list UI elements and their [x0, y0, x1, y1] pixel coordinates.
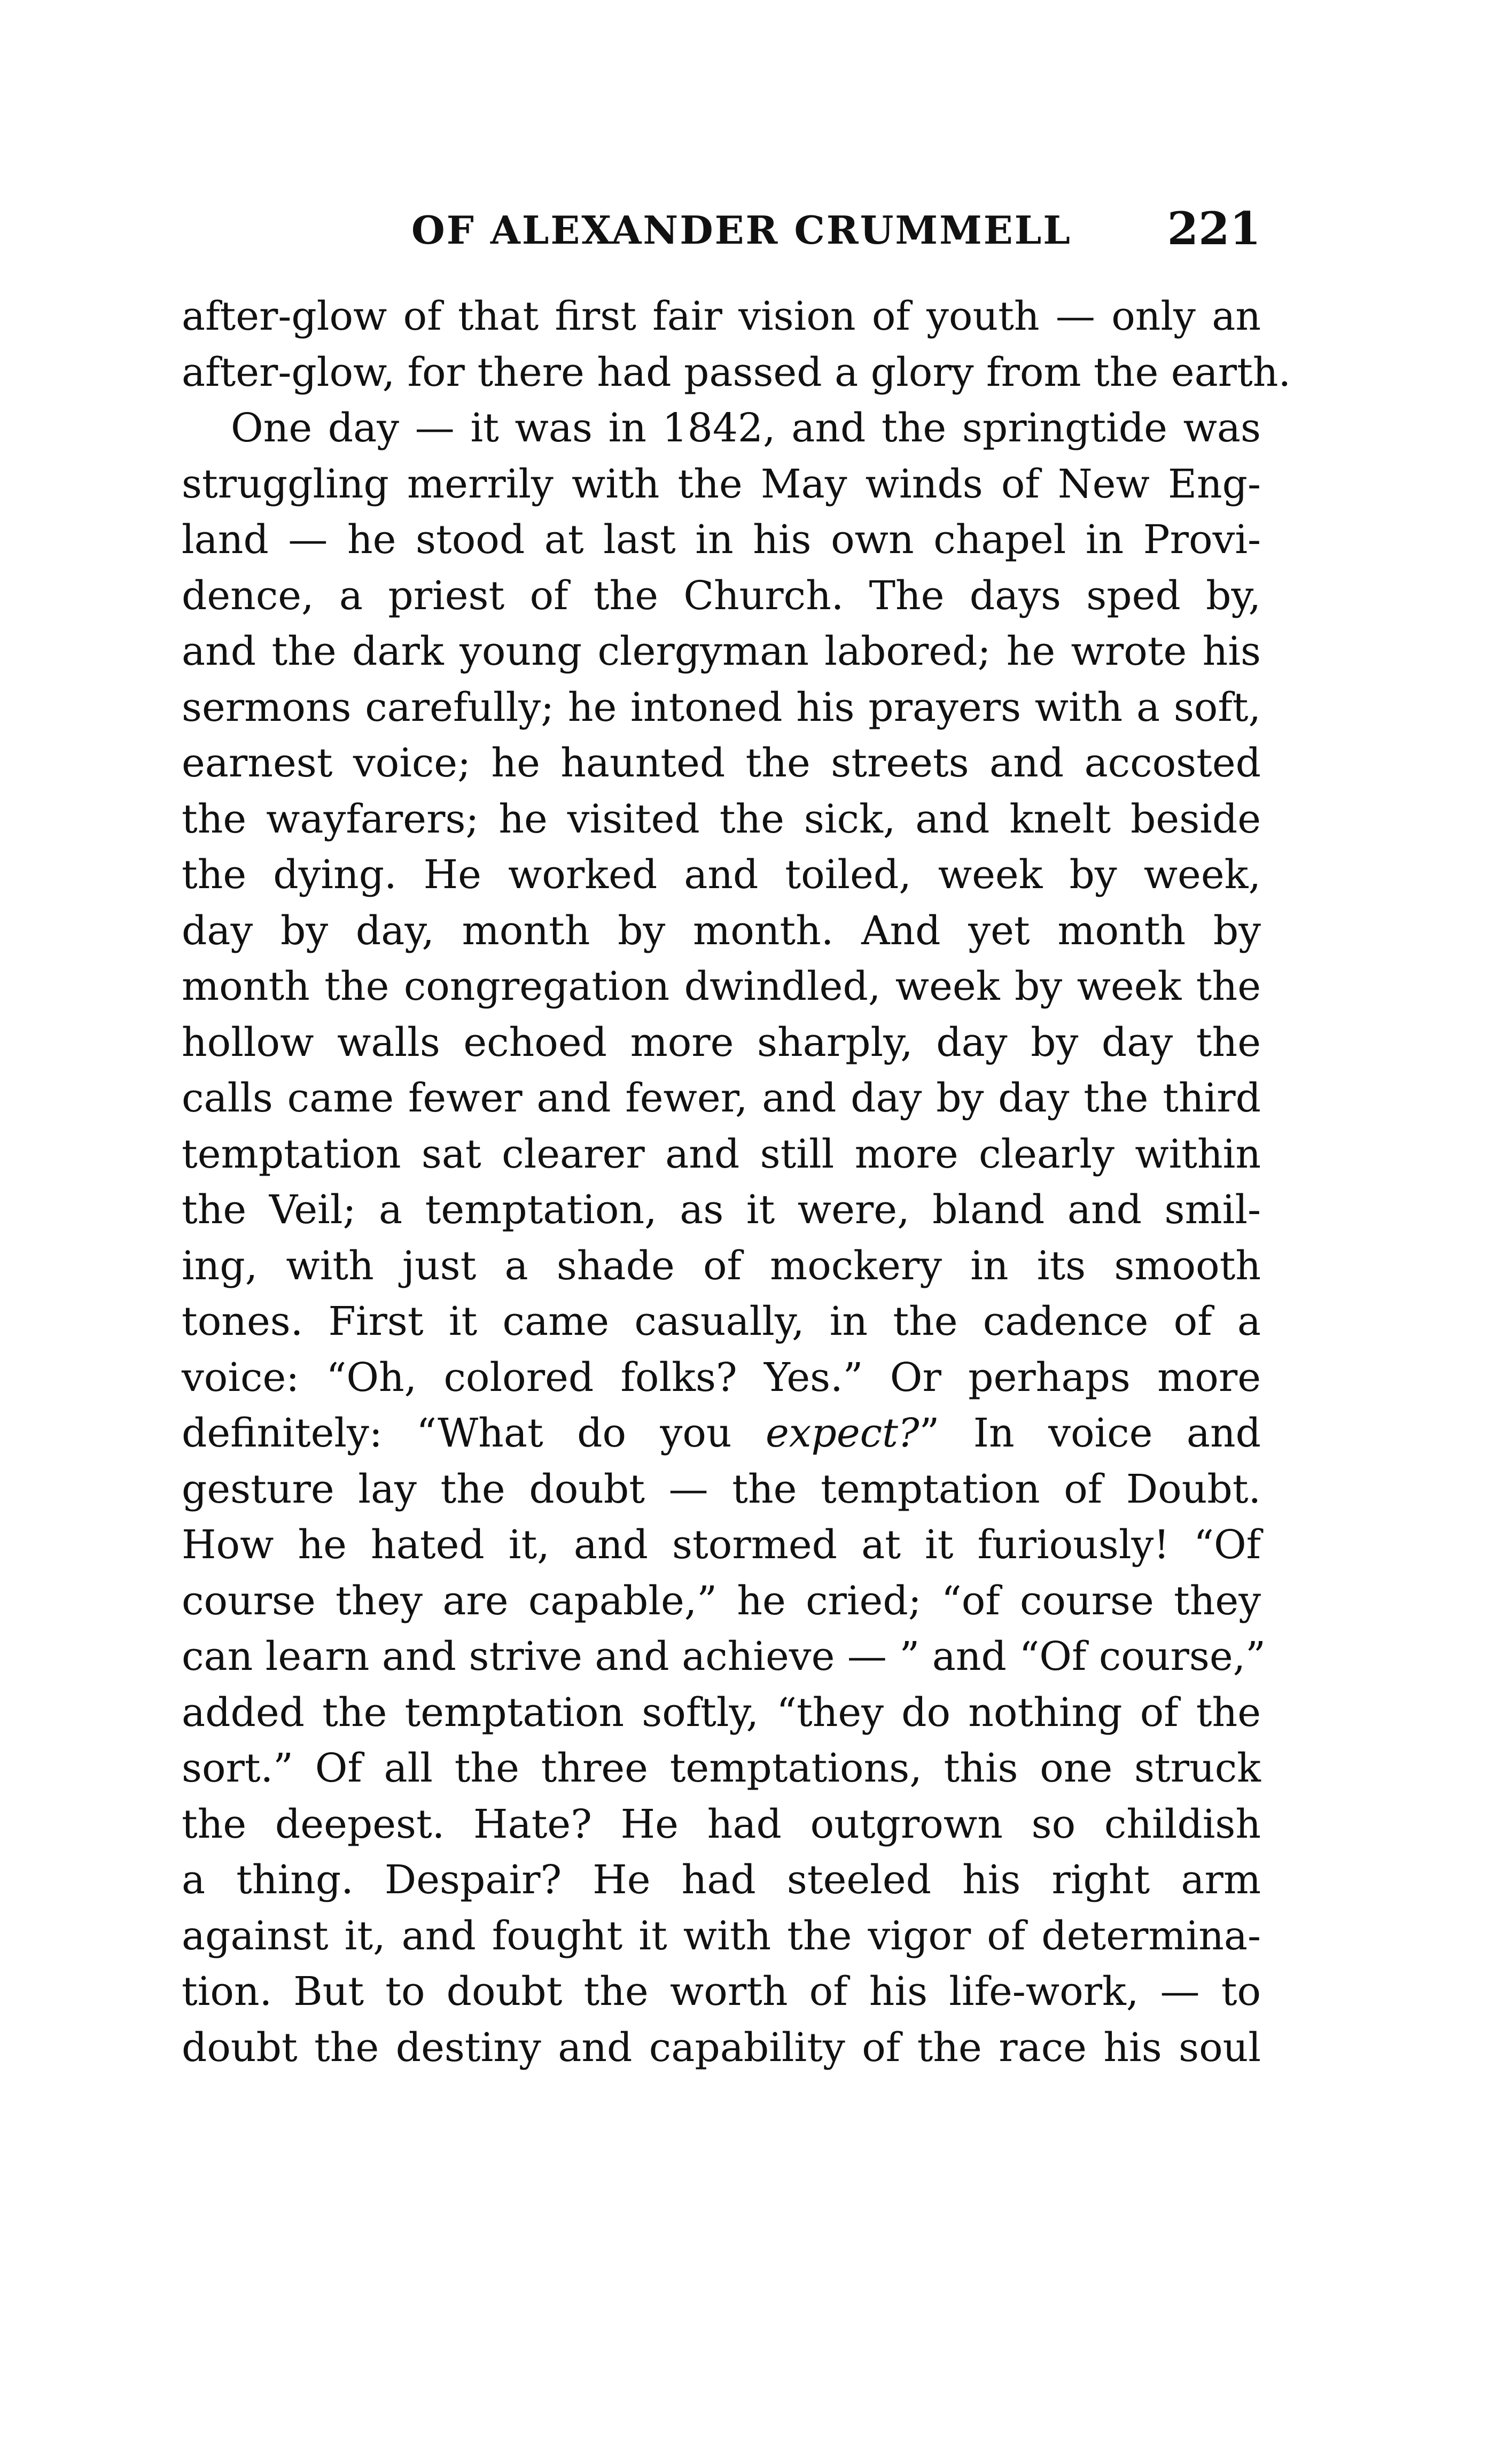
- text-line: sermons carefully; he intoned his prayers with a soft,: [182, 684, 1261, 730]
- page-number: 221: [1167, 202, 1261, 255]
- text-line: tones. First it came casually, in the cadence of a: [182, 1299, 1261, 1344]
- text-line: after-glow of that first fair vision of youth — only an: [182, 293, 1261, 339]
- text-segment: ” In voice and: [919, 1410, 1261, 1456]
- text-line: day by day, month by month. And yet month by: [182, 907, 1261, 954]
- text-line-with-italic: [182, 1405, 1261, 1461]
- text-line: against it, and fought it with the vigor of determina-: [182, 1912, 1261, 1959]
- text-line: month the congregation dwindled, week by week the: [182, 963, 1261, 1009]
- text-segment: definitely: “What do you: [182, 1410, 766, 1456]
- text-line: the wayfarers; he visited the sick, and knelt beside: [182, 796, 1261, 842]
- text-line: gesture lay the doubt — the temptation of Doubt.: [182, 1466, 1261, 1512]
- text-line: the Veil; a temptation, as it were, bland and smil-: [182, 1187, 1261, 1233]
- text-line: calls came fewer and fewer, and day by day the third: [182, 1075, 1261, 1121]
- text-line: ing, with just a shade of mockery in its smooth: [182, 1242, 1261, 1289]
- text-line: tion. But to doubt the worth of his life-work, — to: [182, 1969, 1261, 2015]
- text-line: hollow walls echoed more sharply, day by day the: [182, 1019, 1261, 1066]
- text-line: can learn and strive and achieve — ” and “Of course,”: [182, 1634, 1266, 1680]
- running-head: [182, 202, 1261, 261]
- body-text: [182, 289, 1291, 2075]
- italic-word: expect?: [765, 1410, 919, 1456]
- text-line: the dying. He worked and toiled, week by week,: [182, 852, 1261, 898]
- text-line: and the dark young clergyman labored; he wrote his: [182, 628, 1261, 674]
- text-line: struggling merrily with the May winds of New Eng-: [182, 461, 1261, 507]
- text-line: a thing. Despair? He had steeled his right arm: [182, 1857, 1261, 1903]
- text-line: doubt the destiny and capability of the race his soul: [182, 2024, 1261, 2071]
- text-line: land — he stood at last in his own chapel in Provi-: [182, 517, 1261, 563]
- text-line: How he hated it, and stormed at it furiously! “Of: [182, 1522, 1261, 1568]
- text-line: sort.” Of all the three temptations, this one struck: [182, 1745, 1261, 1791]
- text-line: earnest voice; he haunted the streets and accosted: [182, 740, 1261, 786]
- text-line: voice: “Oh, colored folks? Yes.” Or perhaps more: [182, 1354, 1261, 1401]
- text-line: temptation sat clearer and still more clearly within: [182, 1131, 1261, 1177]
- text-line: added the temptation softly, “they do nothing of the: [182, 1689, 1261, 1736]
- paragraph-start-line: One day — it was in 1842, and the springtide was: [231, 405, 1261, 451]
- text-line: dence, a priest of the Church. The days sped by,: [182, 572, 1261, 619]
- text-line: the deepest. Hate? He had outgrown so childish: [182, 1801, 1261, 1847]
- running-title: OF ALEXANDER CRUMMELL: [411, 207, 1072, 253]
- text-line: course they are capable,” he cried; “of course they: [182, 1577, 1261, 1624]
- text-line: after-glow, for there had passed a glory from the earth.: [182, 349, 1291, 395]
